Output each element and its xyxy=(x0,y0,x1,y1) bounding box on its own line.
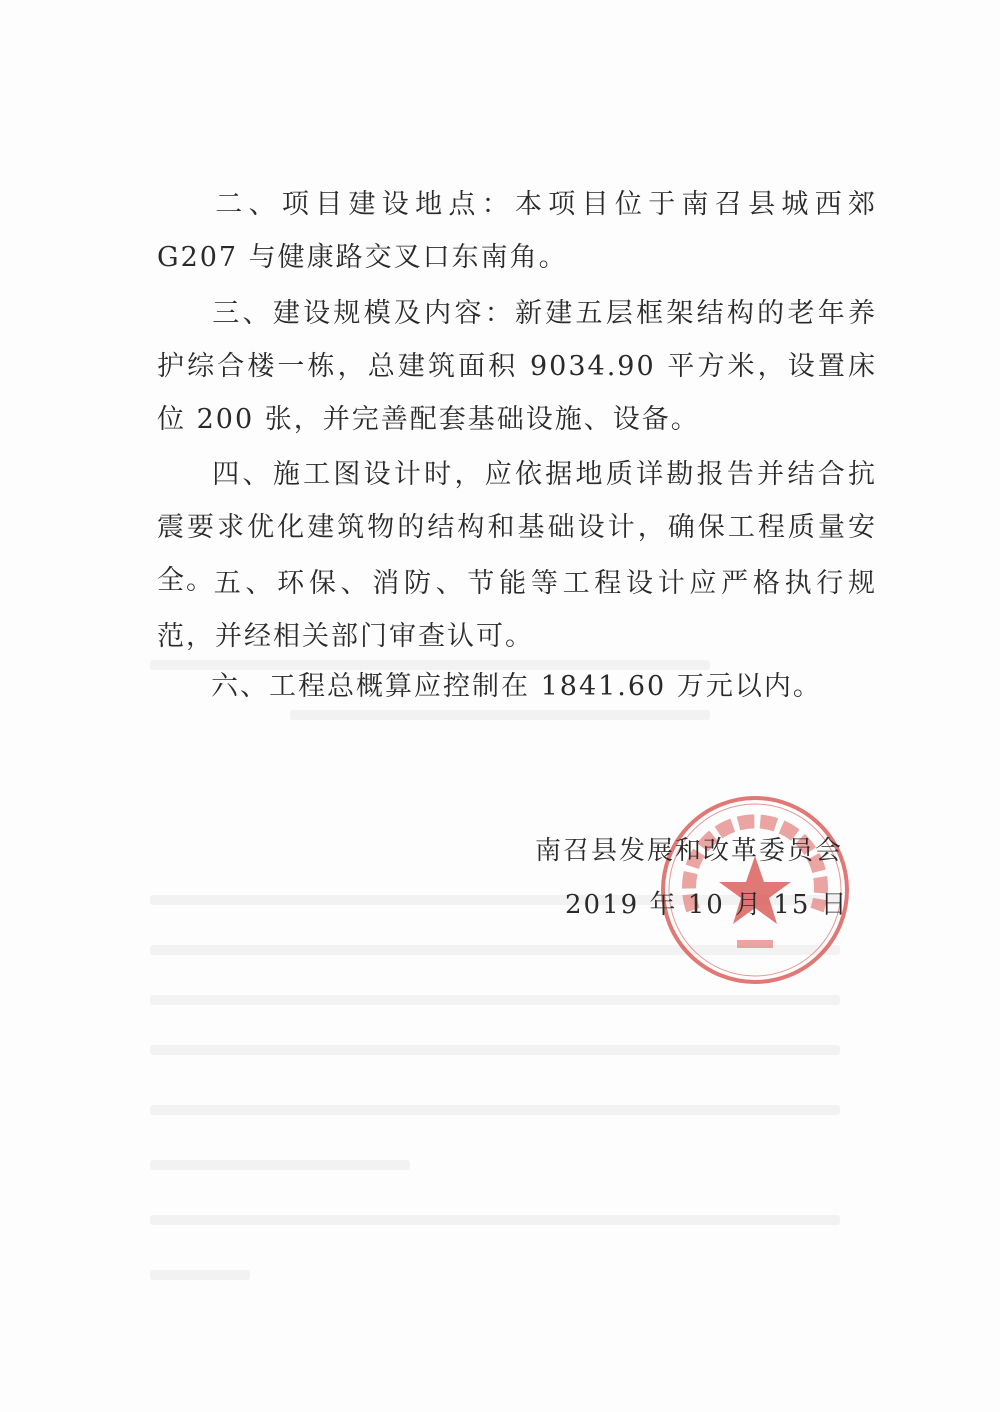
bleed-through-line xyxy=(150,1045,840,1055)
bleed-through-line xyxy=(150,1270,250,1280)
paragraph-item-3: 三、建设规模及内容：新建五层框架结构的老年养护综合楼一栋，总建筑面积 9034.90 平方米，设置床位 200 张，并完善配套基础设施、设备。 xyxy=(157,298,877,435)
bleed-through-line xyxy=(150,1105,840,1115)
bleed-through-line xyxy=(150,995,840,1005)
bleed-through-line xyxy=(150,1160,410,1170)
paragraph-item-5: 五、环保、消防、节能等工程设计应严格执行规范，并经相关部门审查认可。 xyxy=(157,568,877,652)
paragraph-item-4: 四、施工图设计时，应依据地质详勘报告并结合抗震要求优化建筑物的结构和基础设计，确保工程质量安全。 xyxy=(157,459,877,596)
issuing-organization: 南召县发展和改革委员会 xyxy=(535,836,844,866)
bleed-through-line xyxy=(150,1215,840,1225)
paragraph-item-2: 二、项目建设地点：本项目位于南召县城西郊 G207 与健康路交叉口东南角。 xyxy=(157,189,888,273)
paragraph-item-6: 六、工程总概算应控制在 1841.60 万元以内。 xyxy=(211,671,822,702)
issue-date: 2019 年 10 月 15 日 xyxy=(565,890,849,920)
